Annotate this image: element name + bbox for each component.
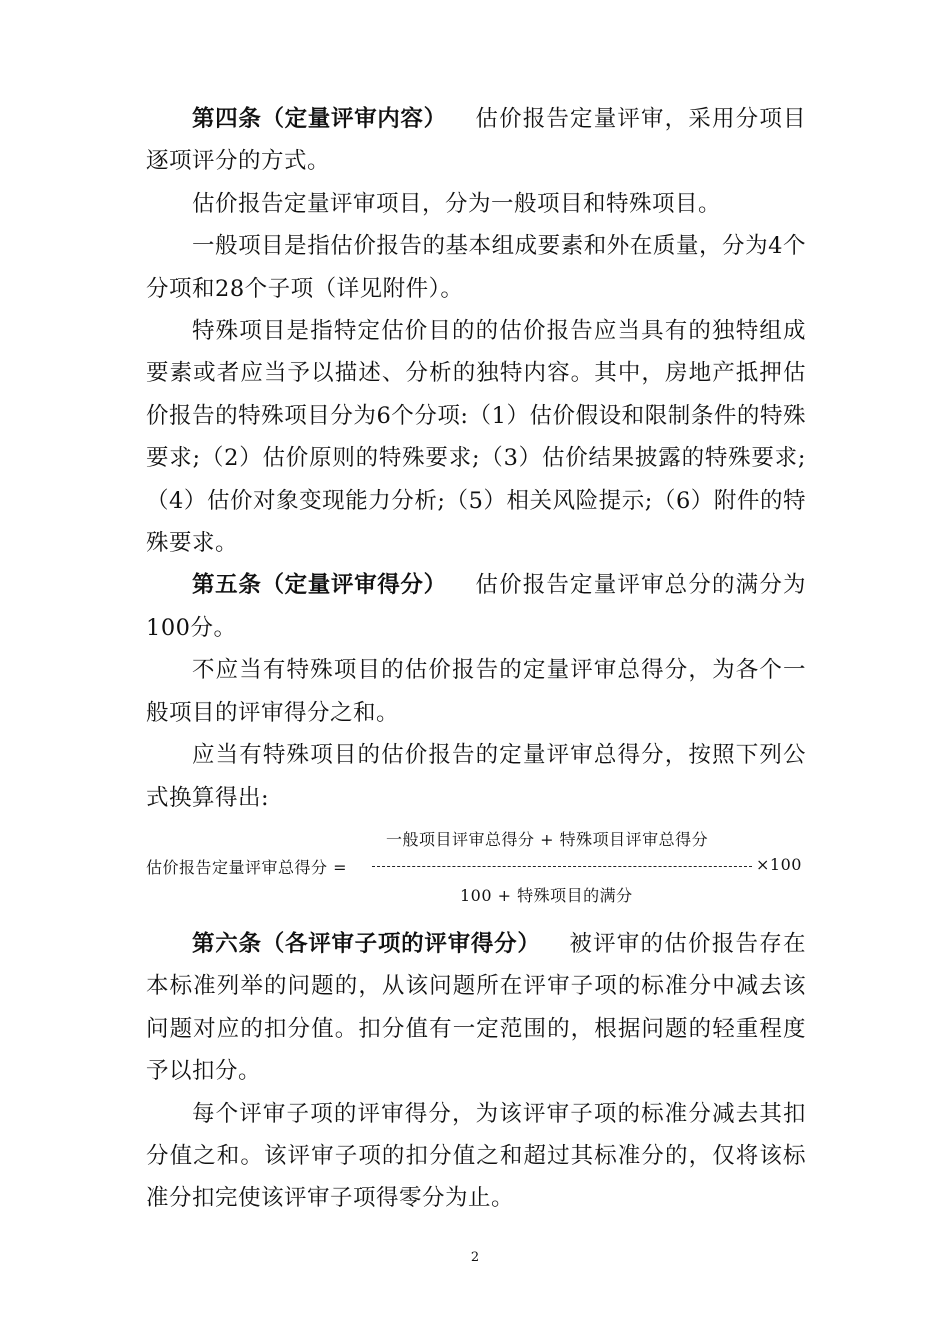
article-5-paragraph-3: 应当有特殊项目的估价报告的定量评审总得分，按照下列公式换算得出: bbox=[146, 742, 806, 811]
article-5-paragraph-2: 不应当有特殊项目的估价报告的定量评审总得分，为各个一般项目的评审得分之和。 bbox=[146, 657, 806, 726]
score-formula bbox=[146, 827, 806, 919]
formula-fraction-bar bbox=[372, 866, 752, 867]
article-4-paragraph-2: 估价报告定量评审项目，分为一般项目和特殊项目。 bbox=[192, 190, 722, 217]
article-6-paragraph-2: 每个评审子项的评审得分，为该评审子项的标准分减去其扣分值之和。该评审子项的扣分值之和超过其标准分的，仅将该标准分扣完使该评审子项得零分为止。 bbox=[146, 1100, 806, 1212]
article-5-paragraph bbox=[146, 564, 806, 649]
article-6-text: 被评审的估价报告存在本标准列举的问题的，从该问题所在评审子项的标准分中减去该问题对应的扣分值。扣分值有一定范围的，根据问题的轻重程度予以扣分。 bbox=[146, 930, 806, 1085]
article-6-paragraph bbox=[146, 923, 806, 1093]
article-4-text: 估价报告定量评审，采用分项目逐项评分的方式。 bbox=[146, 106, 806, 175]
formula-denominator: 100 + 特殊项目的满分 bbox=[460, 885, 633, 905]
formula-lhs: 估价报告定量评审总得分 = bbox=[146, 857, 347, 877]
document-body bbox=[146, 98, 806, 1220]
page-number: 2 bbox=[470, 1250, 480, 1265]
article-4-paragraph-3: 一般项目是指估价报告的基本组成要素和外在质量，分为4个分项和28个子项（详见附件）。 bbox=[146, 233, 806, 302]
article-5-heading: 第五条（定量评审得分） bbox=[192, 572, 447, 599]
formula-numerator: 一般项目评审总得分 + 特殊项目评审总得分 bbox=[386, 829, 709, 849]
article-4-heading: 第四条（定量评审内容） bbox=[192, 106, 447, 132]
article-4-paragraph-4: 特殊项目是指特定估价目的的估价报告应当具有的独特组成要素或者应当予以描述、分析的独特内容。其中，房地产抵押估价报告的特殊项目分为6个分项:（1）估价假设和限制条件的特殊要求;（2）估价原则的特殊要求;（3）估价结果披露的特殊要求;（4）估价对象变现能力分析;（5）相关风险提示;（6）附件的特殊要求。 bbox=[146, 318, 806, 557]
article-5-text: 估价报告定量评审总分的满分为100分。 bbox=[146, 572, 806, 641]
article-6-heading: 第六条（各评审子项的评审得分） bbox=[192, 930, 541, 957]
formula-multiplier: ×100 bbox=[756, 854, 802, 874]
article-4-paragraph bbox=[146, 98, 806, 183]
